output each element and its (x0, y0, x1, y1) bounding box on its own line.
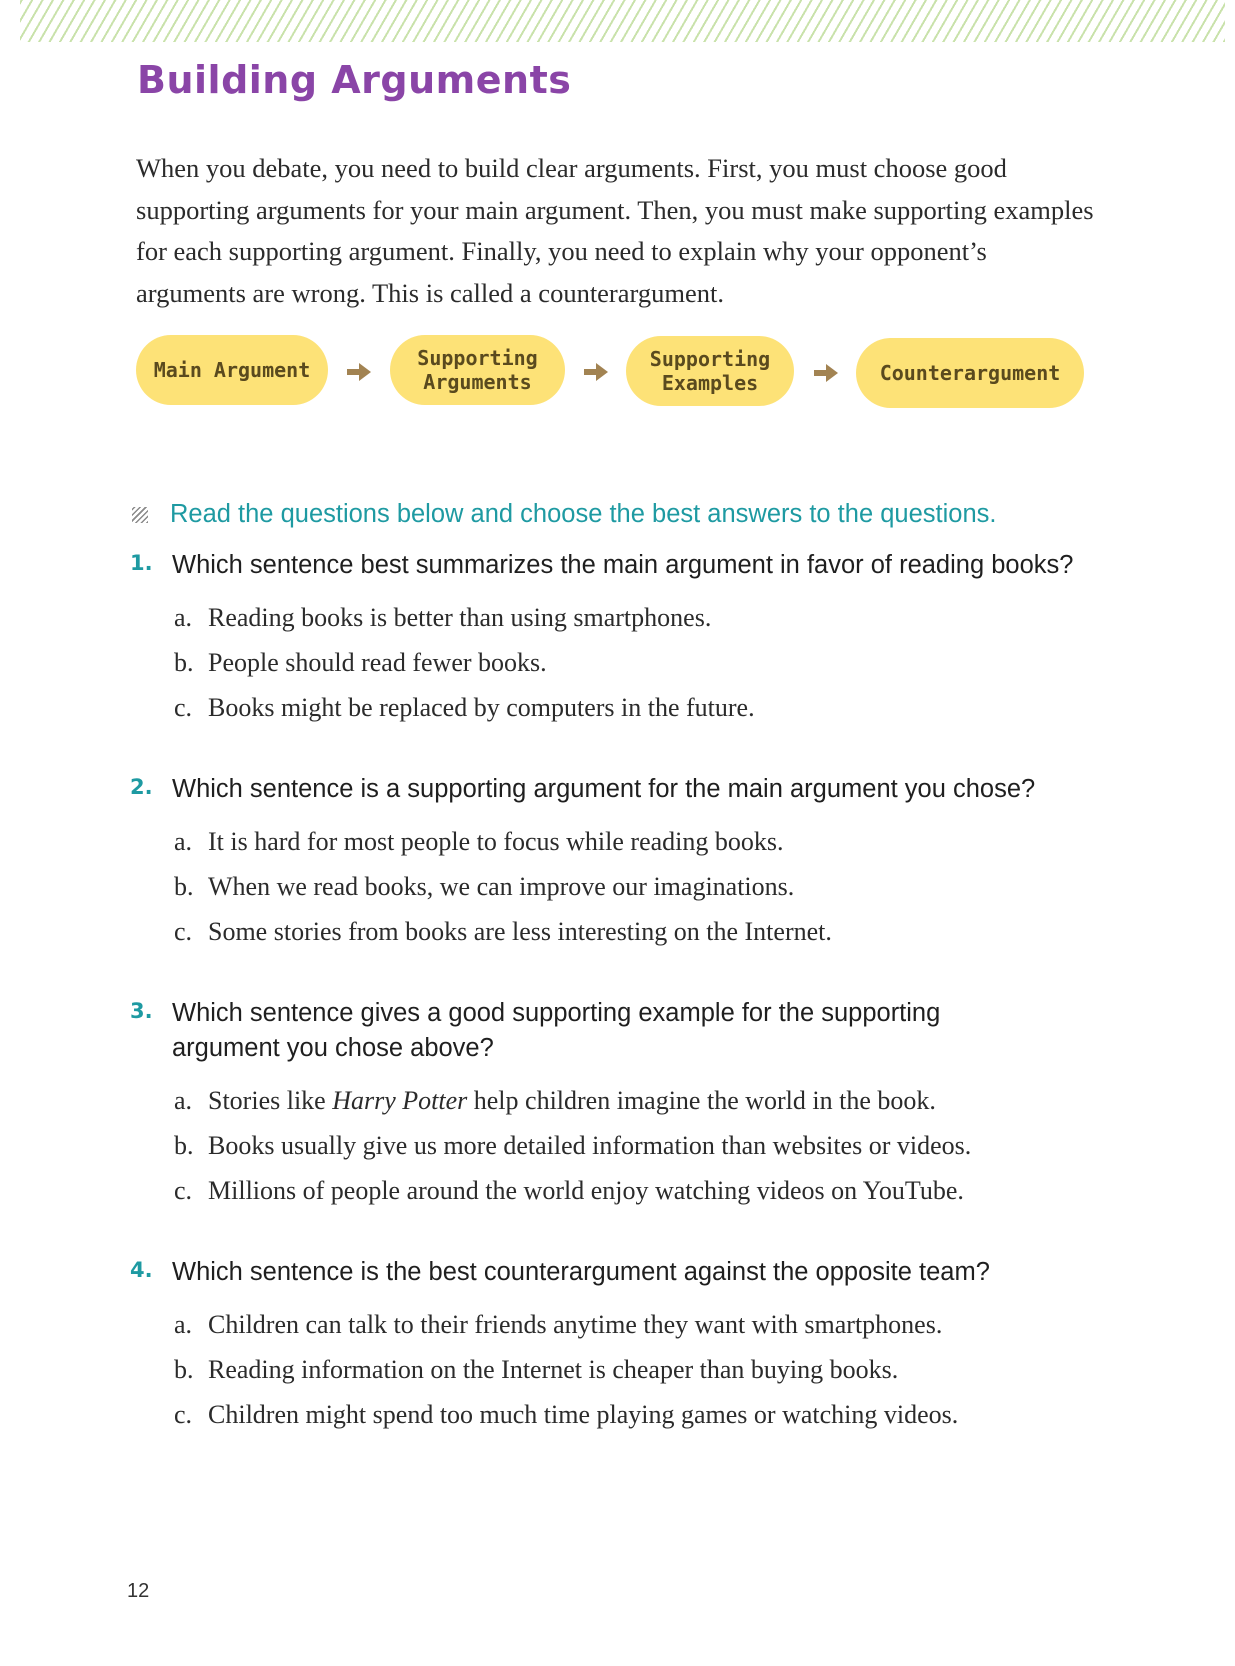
book-title: Harry Potter (332, 1086, 468, 1115)
option-b[interactable] (174, 1347, 1130, 1392)
option-letter: c. (174, 1400, 193, 1429)
flow-step-label-line2: Arguments (423, 370, 532, 394)
flow-step-supporting-examples (626, 336, 794, 406)
instructions-text: Read the questions below and choose the best answers to the questions. (170, 500, 997, 528)
option-a[interactable] (174, 1078, 1130, 1123)
flow-step-main-argument (136, 335, 328, 405)
hatch-bullet-icon (132, 507, 148, 523)
instructions-row (132, 500, 996, 529)
intro-paragraph: When you debate, you need to build clear arguments. First, you must choose good supporting arguments for your main argument. Then, you must make supporting examples for each supporting argument. Finally, you need to explain why your opponent’s arguments are wrong. This is called a counterargument. (136, 153, 1094, 308)
question-3 (130, 996, 1130, 1213)
question-text-line2: argument you chose above? (172, 1034, 494, 1062)
option-a[interactable] (174, 1302, 1130, 1347)
option-text: It is hard for most people to focus while reading books. (208, 827, 784, 856)
option-text (208, 1078, 936, 1123)
option-text: People should read fewer books. (208, 648, 547, 677)
option-a[interactable] (174, 595, 1130, 640)
option-text-post: help children imagine the world in the book. (467, 1086, 936, 1115)
question-text: Which sentence best summarizes the main argument in favor of reading books? (172, 551, 1074, 579)
option-letter: c. (174, 1176, 193, 1205)
flow-step-label: Counterargument (879, 361, 1061, 385)
option-text: Children can talk to their friends anytime they want with smartphones. (208, 1310, 943, 1339)
flow-step-label: Main Argument (153, 358, 311, 382)
arrow-right-icon (812, 361, 840, 385)
option-c[interactable] (174, 1392, 1130, 1437)
option-letter: b. (174, 1131, 194, 1160)
flow-step-supporting-arguments (390, 335, 565, 405)
question-text-line1: Which sentence gives a good supporting example for the supporting (172, 999, 941, 1027)
option-b[interactable] (174, 864, 1130, 909)
option-a[interactable] (174, 819, 1130, 864)
arrow-right-icon (345, 360, 373, 384)
arrow-right-icon (582, 360, 610, 384)
option-letter: a. (174, 827, 193, 856)
question-text: Which sentence is a supporting argument for the main argument you chose? (172, 775, 1036, 803)
question-number: 2. (130, 775, 153, 799)
question-number: 1. (130, 551, 153, 575)
option-c[interactable] (174, 909, 1130, 954)
option-text: Millions of people around the world enjoy watching videos on YouTube. (208, 1176, 964, 1205)
option-text-pre: Stories like (208, 1086, 333, 1115)
option-c[interactable] (174, 685, 1130, 730)
question-number: 3. (130, 999, 153, 1023)
option-text: Books usually give us more detailed information than websites or videos. (208, 1131, 972, 1160)
flow-step-label-line1: Supporting (649, 347, 771, 371)
option-list (174, 1302, 1130, 1437)
option-text: Some stories from books are less interesting on the Internet. (208, 917, 832, 946)
page-title: Building Arguments (137, 58, 572, 102)
question-2 (130, 772, 1130, 954)
option-letter: a. (174, 603, 193, 632)
option-b[interactable] (174, 640, 1130, 685)
flow-step-label-line2: Examples (661, 371, 759, 395)
option-letter: b. (174, 872, 194, 901)
question-text (172, 996, 940, 1066)
option-list (174, 595, 1130, 730)
option-text: When we read books, we can improve our imaginations. (208, 872, 795, 901)
option-letter: b. (174, 1355, 194, 1384)
option-b[interactable] (174, 1123, 1130, 1168)
option-list (174, 819, 1130, 954)
question-4 (130, 1255, 1130, 1437)
page-number: 12 (127, 1580, 150, 1602)
question-number: 4. (130, 1258, 153, 1282)
option-letter: c. (174, 693, 193, 722)
question-1 (130, 548, 1130, 730)
option-text: Books might be replaced by computers in the future. (208, 693, 755, 722)
header-stripe-decoration (20, 0, 1225, 42)
option-list (174, 1078, 1130, 1213)
option-letter: a. (174, 1086, 193, 1115)
option-text: Reading information on the Internet is cheaper than buying books. (208, 1355, 899, 1384)
option-text: Children might spend too much time playing games or watching videos. (208, 1400, 959, 1429)
option-text: Reading books is better than using smartphones. (208, 603, 712, 632)
flow-step-label-line1: Supporting (417, 346, 538, 370)
flow-step-counterargument (856, 338, 1084, 408)
option-letter: c. (174, 917, 193, 946)
option-c[interactable] (174, 1168, 1130, 1213)
option-letter: a. (174, 1310, 193, 1339)
option-letter: b. (174, 648, 194, 677)
question-text: Which sentence is the best counterargument against the opposite team? (172, 1258, 990, 1286)
